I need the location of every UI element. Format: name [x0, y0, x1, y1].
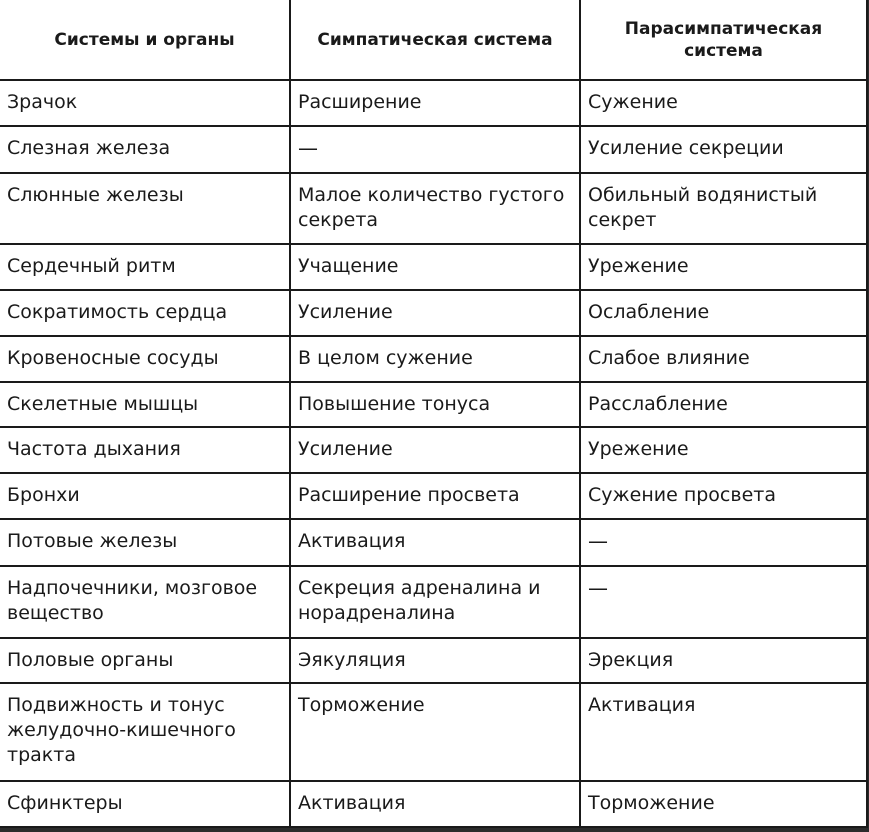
organ-cell: Скелетные мышцы	[0, 382, 290, 428]
organ-cell: Кровеносные сосуды	[0, 336, 290, 382]
parasympathetic-cell: Урежение	[580, 244, 867, 290]
organ-cell: Сердечный ритм	[0, 244, 290, 290]
dash-mark: —	[298, 135, 318, 160]
table-row	[0, 473, 867, 519]
table-row	[0, 638, 867, 684]
table-row	[0, 382, 867, 428]
table-row	[0, 683, 867, 781]
organ-cell: Бронхи	[0, 473, 290, 519]
table-row	[0, 173, 867, 245]
organ-cell: Частота дыхания	[0, 427, 290, 473]
sympathetic-cell: Торможение	[290, 683, 580, 781]
parasympathetic-cell: Сужение	[580, 80, 867, 126]
table-row	[0, 781, 867, 827]
dash-mark: —	[588, 528, 608, 553]
parasympathetic-cell	[580, 566, 867, 638]
table-row	[0, 519, 867, 566]
parasympathetic-cell: Эрекция	[580, 638, 867, 684]
table-row	[0, 427, 867, 473]
organ-cell: Половые органы	[0, 638, 290, 684]
header-sympathetic: Симпатическая система	[290, 0, 580, 80]
sympathetic-cell: Эякуляция	[290, 638, 580, 684]
parasympathetic-cell: Урежение	[580, 427, 867, 473]
table-row	[0, 290, 867, 336]
table-header-row	[0, 0, 867, 80]
parasympathetic-cell: Обильный водянистый секрет	[580, 173, 867, 245]
organ-cell: Надпочечники, мозговое вещество	[0, 566, 290, 638]
sympathetic-cell: Малое количество густого секрета	[290, 173, 580, 245]
header-systems-organs: Системы и органы	[0, 0, 290, 80]
parasympathetic-cell: Торможение	[580, 781, 867, 827]
sympathetic-cell: Активация	[290, 781, 580, 827]
sympathetic-cell: В целом сужение	[290, 336, 580, 382]
sympathetic-cell: Усиление	[290, 290, 580, 336]
organ-cell: Зрачок	[0, 80, 290, 126]
parasympathetic-cell: Расслабление	[580, 382, 867, 428]
parasympathetic-cell: Усиление секреции	[580, 126, 867, 173]
table-row	[0, 80, 867, 126]
organ-cell: Сократимость сердца	[0, 290, 290, 336]
table-row	[0, 566, 867, 638]
sympathetic-cell: Расширение просвета	[290, 473, 580, 519]
sympathetic-cell: Учащение	[290, 244, 580, 290]
organ-cell: Сфинктеры	[0, 781, 290, 827]
sympathetic-cell: Усиление	[290, 427, 580, 473]
sympathetic-cell: Расширение	[290, 80, 580, 126]
organ-cell: Подвижность и тонус желудочно-кишечного тракта	[0, 683, 290, 781]
table-row	[0, 244, 867, 290]
parasympathetic-cell: Ослабление	[580, 290, 867, 336]
table-row	[0, 336, 867, 382]
parasympathetic-cell: Слабое влияние	[580, 336, 867, 382]
organ-cell: Слезная железа	[0, 126, 290, 173]
sympathetic-cell: Повышение тонуса	[290, 382, 580, 428]
parasympathetic-cell: Активация	[580, 683, 867, 781]
sympathetic-cell: Активация	[290, 519, 580, 566]
table-row	[0, 126, 867, 173]
parasympathetic-cell	[580, 519, 867, 566]
sympathetic-cell: Секреция адреналина и норадреналина	[290, 566, 580, 638]
sympathetic-cell	[290, 126, 580, 173]
dash-mark: —	[588, 575, 608, 600]
parasympathetic-cell: Сужение просвета	[580, 473, 867, 519]
organ-cell: Слюнные железы	[0, 173, 290, 245]
header-parasympathetic: Парасимпатическая система	[580, 0, 867, 80]
organ-cell: Потовые железы	[0, 519, 290, 566]
